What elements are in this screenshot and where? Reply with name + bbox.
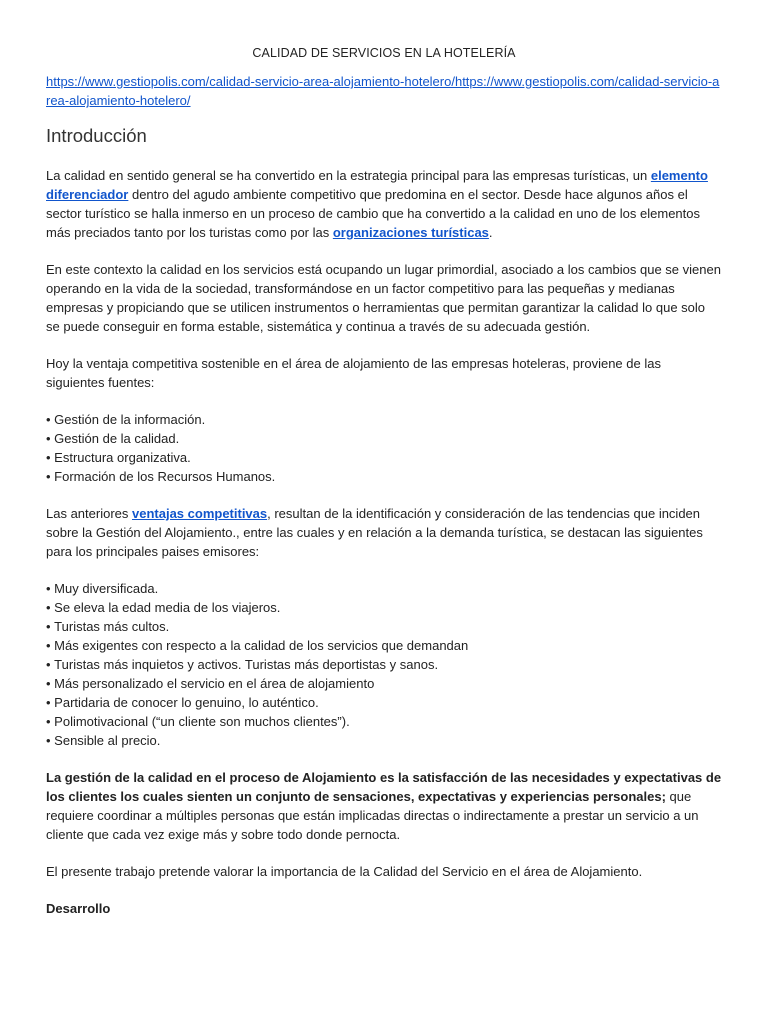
paragraph-1-text-b: dentro del agudo ambiente competitivo que predomina en el sector. Desde hace algunos años el sector turístico se halla inmerso en un proceso de cambio que ha convertido a la calidad en uno de los elementos más preciados tanto por los turistas como por las [46,187,700,240]
paragraph-5-text: que requiere coordinar a múltiples personas que están implicadas directas o indirectamente a prestar un servicio a un cliente que cada vez exige más y sobre todo donde pernocta. [46,789,699,842]
list-tendencias [46,579,722,750]
paragraph-4-text-a: Las anteriores [46,506,132,521]
paragraph-1 [46,166,722,242]
link-ventajas-competitivas[interactable]: ventajas competitivas [132,506,268,521]
list-item: • Turistas más cultos. [46,617,722,636]
list-item: • Polimotivacional (“un cliente son muchos clientes”). [46,712,722,731]
paragraph-5-bold-text: La gestión de la calidad en el proceso de Alojamiento es la satisfacción de las necesidades y expectativas de los clientes los cuales sienten un conjunto de sensaciones, expectativas y experiencias personales; [46,770,722,804]
list-item: • Gestión de la calidad. [46,429,722,448]
list-item: • Se eleva la edad media de los viajeros. [46,598,722,617]
link-organizaciones-turisticas[interactable]: organizaciones turísticas [332,225,489,240]
paragraph-4-text-b: , resultan de la identificación y consideración de las tendencias que inciden sobre la Gestión del Alojamiento., entre las cuales y en relación a la demanda turística, se destacan las siguientes para los principales paises emisores: [46,506,703,559]
paragraph-6: El presente trabajo pretende valorar la importancia de la Calidad del Servicio en el área de Alojamiento. [46,864,643,879]
source-url-paragraph [46,72,722,110]
list-item: • Gestión de la información. [46,410,722,429]
list-fuentes [46,410,722,486]
source-url-link[interactable]: https://www.gestiopolis.com/calidad-servicio-area-alojamiento-hotelero/https://www.gestiopolis.com/calidad-servicio-area-alojamiento-hotelero/ [46,74,720,108]
paragraph-4 [46,504,722,561]
list-item: • Más personalizado el servicio en el área de alojamiento [46,674,722,693]
list-item: • Turistas más inquietos y activos. Turistas más deportistas y sanos. [46,655,722,674]
list-item: • Más exigentes con respecto a la calidad de los servicios que demandan [46,636,722,655]
list-item: • Estructura organizativa. [46,448,722,467]
paragraph-1-text-a: La calidad en sentido general se ha convertido en la estrategia principal para las empresas turísticas, un [46,168,651,183]
list-item: • Sensible al precio. [46,731,722,750]
section-heading-introduccion: Introducción [46,125,147,146]
document-title: CALIDAD DE SERVICIOS EN LA HOTELERÍA [252,46,516,60]
paragraph-2: En este contexto la calidad en los servicios está ocupando un lugar primordial, asociado a los cambios que se vienen operando en la vida de la sociedad, transformándose en un factor competitivo para las pequeñas y medianas empresas y propiciando que se utilicen instrumentos o herramientas que permitan garantizar la calidad lo que solo se puede conseguir en forma estable, sistemática y continua a través de su adecuada gestión. [46,262,721,334]
heading-desarrollo: Desarrollo [46,901,111,916]
list-item: • Formación de los Recursos Humanos. [46,467,722,486]
paragraph-1-text-c: . [488,225,493,240]
link-elemento-diferenciador[interactable]: elemento diferenciador [46,168,708,202]
paragraph-3: Hoy la ventaja competitiva sostenible en el área de alojamiento de las empresas hoteleras, proviene de las siguientes fuentes: [46,356,661,390]
paragraph-5 [46,768,722,844]
list-item: • Muy diversificada. [46,579,722,598]
list-item: • Partidaria de conocer lo genuino, lo auténtico. [46,693,722,712]
